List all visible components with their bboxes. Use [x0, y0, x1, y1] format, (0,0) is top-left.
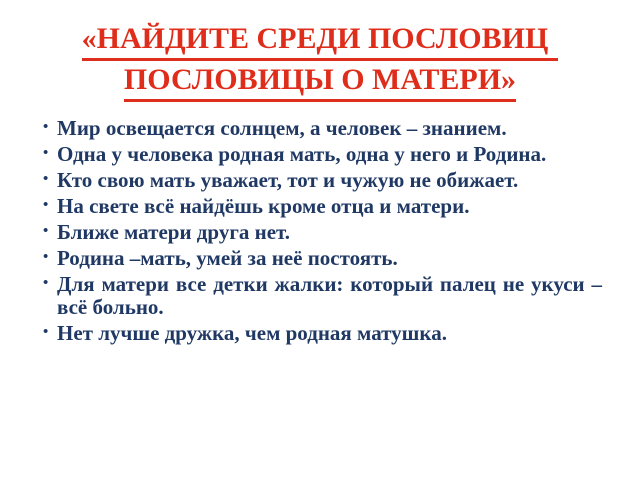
bullet-icon: •: [43, 324, 49, 340]
list-item: [42, 143, 602, 166]
bullet-icon: •: [43, 119, 49, 135]
list-item: [42, 117, 602, 140]
bullet-icon: •: [43, 145, 49, 161]
list-item: [42, 273, 602, 319]
bullet-icon: •: [43, 275, 49, 291]
list-item-text: Родина –мать, умей за неё постоять.: [57, 246, 398, 270]
title-line-2: [0, 61, 640, 102]
list-item: [42, 221, 602, 244]
list-item-text: Кто свою мать уважает, тот и чужую не обижает.: [57, 168, 519, 192]
list-item: [42, 247, 602, 270]
list-item-text: Для матери все детки жалки: который палец не укуси – всё больно.: [57, 272, 602, 319]
list-item-text: Одна у человека родная мать, одна у него и Родина.: [57, 142, 547, 166]
list-item: [42, 169, 602, 192]
title-line-1: [0, 20, 640, 61]
list-item: [42, 195, 602, 218]
list-item-text: Нет лучше дружка, чем родная матушка.: [57, 321, 447, 345]
list-item-text: Ближе матери друга нет.: [57, 220, 291, 244]
title-line-2-text: ПОСЛОВИЦЫ О МАТЕРИ»: [124, 61, 516, 102]
list-item-text: На свете всё найдёшь кроме отца и матери.: [57, 194, 470, 218]
title-line-1-text: «НАЙДИТЕ СРЕДИ ПОСЛОВИЦ: [82, 20, 559, 61]
slide-title: [0, 0, 640, 102]
bullet-icon: •: [43, 249, 49, 265]
proverb-list: [42, 117, 602, 345]
bullet-icon: •: [43, 197, 49, 213]
bullet-icon: •: [43, 171, 49, 187]
list-item: [42, 322, 602, 345]
list-item-text: Мир освещается солнцем, а человек – знанием.: [57, 116, 507, 140]
bullet-icon: •: [43, 223, 49, 239]
